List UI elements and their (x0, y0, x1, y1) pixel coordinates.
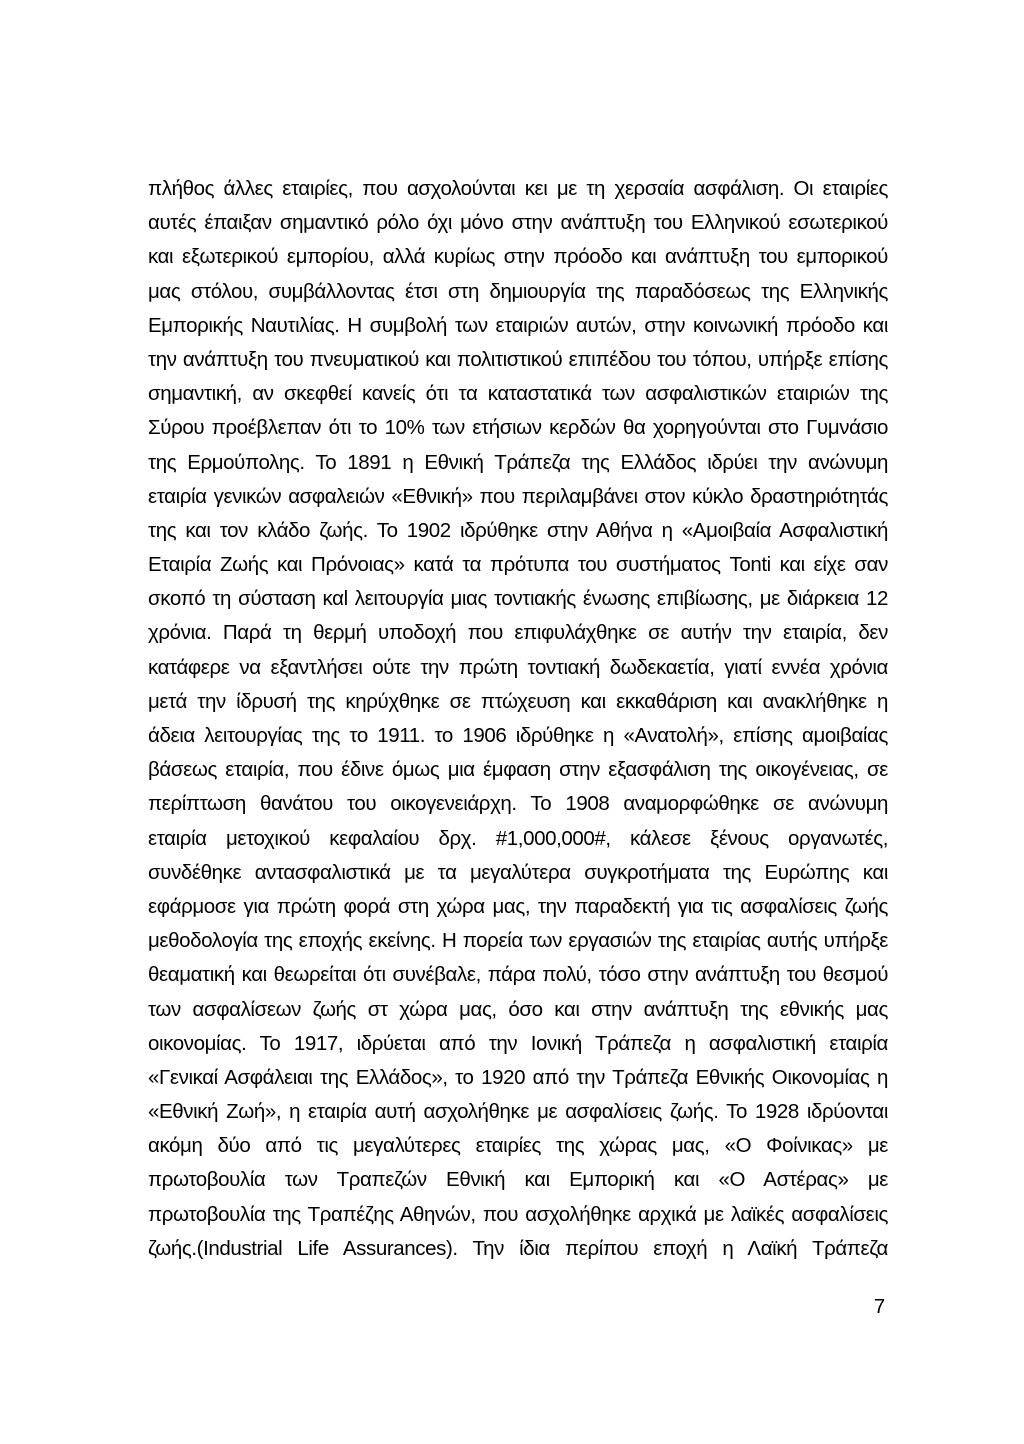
text-line-25: των ασφαλίσεων ζωής στ χώρα μας, όσο και στην ανάπτυξη της εθνικής μας (148, 997, 888, 1021)
text-line-1: πλήθος άλλες εταιρίες, που ασχολούνται κει με τη χερσαία ασφάλιση. Οι εταιρίες (148, 177, 888, 200)
text-line-6: την ανάπτυξη του πνευματικού και πολιτιστικού επιπέδου του τόπου, υπήρξε επίσης (148, 347, 888, 371)
text-line-29: ακόμη δύο από τις μεγαλύτερες εταιρίες της χώρας μας, «Ο Φοίνικας» με (148, 1134, 888, 1158)
text-line-5: Εμπορικής Ναυτιλίας. Η συμβολή των εταιριών αυτών, στην κοινωνική πρόοδο και (148, 313, 888, 337)
text-line-24: θεαματική και θεωρείται ότι συνέβαλε, πάρα πολύ, τόσο στην ανάπτυξη του θεσμού (148, 963, 888, 987)
text-line-4: μας στόλου, συμβάλλοντας έτσι στη δημιουργία της παραδόσεως της Ελληνικής (148, 279, 888, 303)
text-line-27: «Γενικαί Ασφάλειαι της Ελλάδος», το 1920 από την Τράπεζα Εθνικής Οικονομίας η (148, 1065, 888, 1089)
text-line-10: εταιρία γενικών ασφαλειών «Εθνική» που περιλαμβάνει στον κύκλο δραστηριότητάς (148, 484, 888, 508)
text-line-18: βάσεως εταιρία, που έδινε όμως μια έμφαση στην εξασφάλιση της οικογένειας, σε (148, 758, 888, 782)
text-line-2: αυτές έπαιξαν σημαντικό ρόλο όχι μόνο στην ανάπτυξη του Ελληνικού εσωτερικού (148, 211, 888, 235)
text-line-17: άδεια λειτουργίας της το 1911. το 1906 ιδρύθηκε η «Ανατολή», επίσης αμοιβαίας (148, 724, 888, 747)
body-text (148, 172, 888, 1266)
text-line-16: μετά την ίδρυσή της κηρύχθηκε σε πτώχευση και εκκαθάριση και ανακλήθηκε η (148, 689, 888, 713)
text-line-28: «Εθνική Ζωή», η εταιρία αυτή ασχολήθηκε με ασφαλίσεις ζωής. Το 1928 ιδρύονται (148, 1100, 888, 1124)
text-line-20: εταιρία μετοχικού κεφαλαίου δρχ. #1,000,000#, κάλεσε ξένους οργανωτές, (148, 826, 888, 850)
text-line-30: πρωτοβουλία των Τραπεζών Εθνική και Εμπορική και «Ο Αστέρας» με (148, 1168, 888, 1192)
text-line-31: πρωτοβουλία της Τραπέζης Αθηνών, που ασχολήθηκε αρχικά με λαϊκές ασφαλίσεις (148, 1202, 888, 1226)
text-line-12: Εταιρία Ζωής και Πρόνοιας» κατά τα πρότυπα του συστήματος Tonti και είχε σαν (148, 553, 888, 577)
text-line-7: σημαντική, αν σκεφθεί κανείς ότι τα καταστατικά των ασφαλιστικών εταιριών της (148, 382, 888, 406)
text-line-22: εφάρμοσε για πρώτη φορά στη χώρα μας, την παραδεκτή για τις ασφαλίσεις ζωής (148, 894, 888, 918)
text-line-9: της Ερμούπολης. Το 1891 η Εθνική Τράπεζα της Ελλάδος ιδρύει την ανώνυμη (148, 450, 888, 474)
text-line-3: και εξωτερικού εμπορίου, αλλά κυρίως στην πρόοδο και ανάπτυξη του εμπορικού (148, 245, 888, 269)
text-line-15: κατάφερε να εξαντλήσει ούτε την πρώτη τοντιακή δωδεκαετία, γιατί εννέα χρόνια (148, 655, 888, 679)
page-number: 7 (874, 1296, 886, 1318)
text-line-21: συνδέθηκε αντασφαλιστικά με τα μεγαλύτερα συγκροτήματα της Ευρώπης και (148, 860, 888, 884)
text-line-32: ζωής.(Industrial Life Assurances). Την ίδια περίπου εποχή η Λαϊκή Τράπεζα (148, 1236, 888, 1260)
text-line-14: χρόνια. Παρά τη θερμή υποδοχή που επιφυλάχθηκε σε αυτήν την εταιρία, δεν (148, 621, 888, 645)
text-line-26: οικονομίας. Το 1917, ιδρύεται από την Ιονική Τράπεζα η ασφαλιστική εταιρία (148, 1031, 888, 1055)
text-line-13: σκοπό τη σύσταση καl λειτουργία μιας τοντιακής ένωσης επιβίωσης, με διάρκεια 12 (148, 587, 888, 611)
text-line-19: περίπτωση θανάτου του οικογενειάρχη. Το 1908 αναμορφώθηκε σε ανώνυμη (148, 792, 888, 816)
text-line-11: της και τον κλάδο ζωής. Το 1902 ιδρύθηκε στην Αθήνα η «Αμοιβαία Ασφαλιστική (148, 518, 888, 542)
text-line-8: Σύρου προέβλεπαν ότι το 10% των ετήσιων κερδών θα χορηγούνται στο Γυμνάσιο (148, 416, 888, 440)
text-line-23: μεθοδολογία της εποχής εκείνης. Η πορεία των εργασιών της εταιρίας αυτής υπήρξε (148, 929, 888, 953)
